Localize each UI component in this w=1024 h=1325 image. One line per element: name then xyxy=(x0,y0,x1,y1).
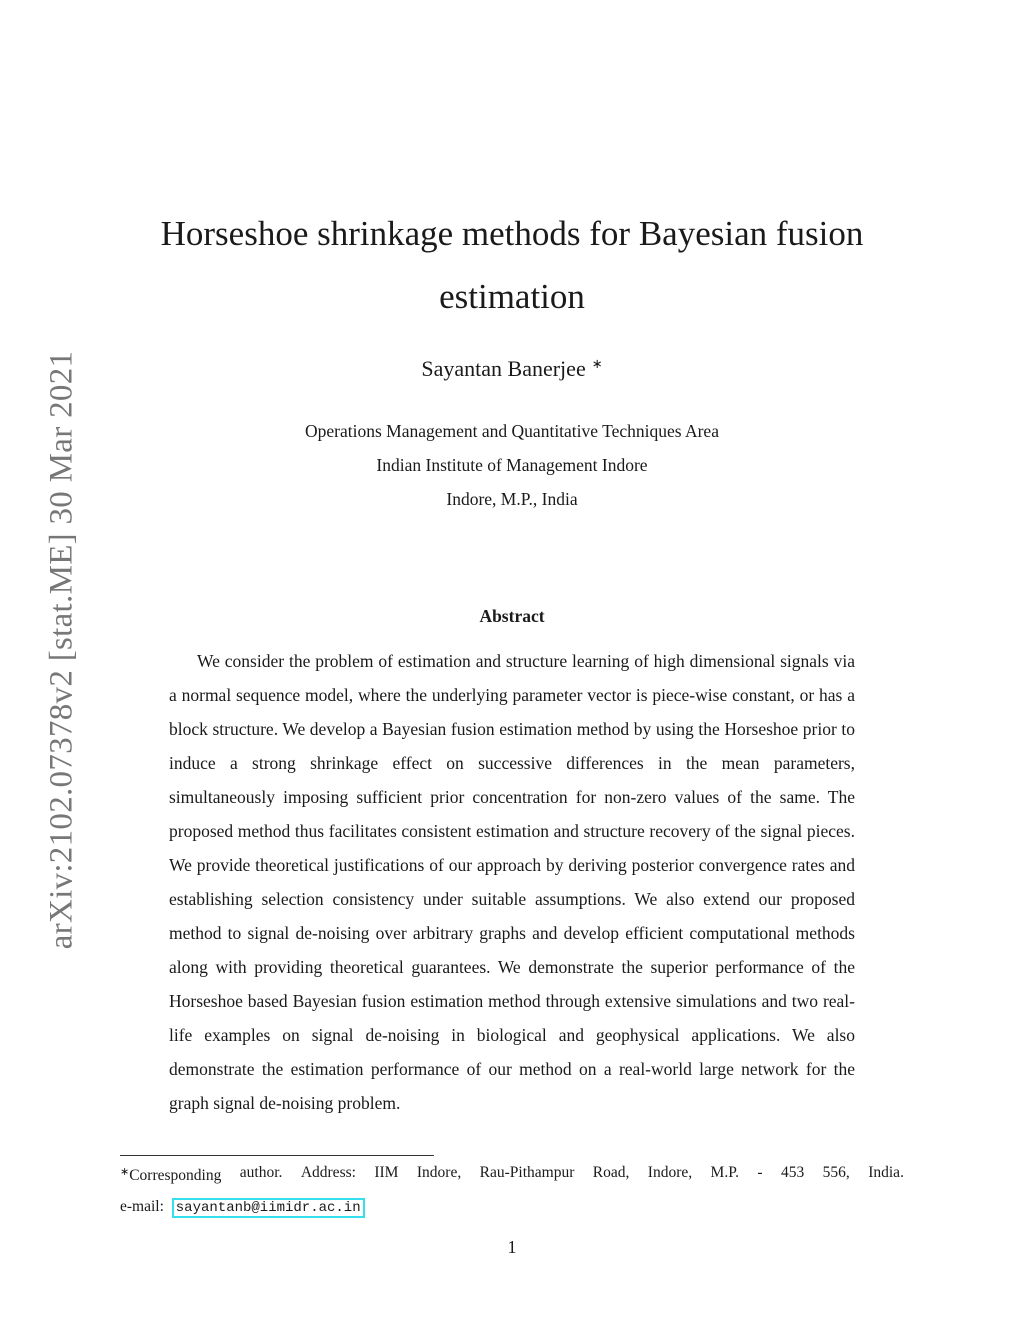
footnote-word: Indore, xyxy=(416,1164,462,1181)
abstract-text: We consider the problem of estimation and structure learning of high dimensional signals via a normal sequence model, where the underlying parameter vector is piece-wise constant, or has a block structure. We develop a Bayesian fusion estimation method by using the Horseshoe prior to induce a strong shrinkage effect on successive differences in the mean parameters, simultaneously imposing sufficient prior concentration for non-zero values of the same. The proposed method thus facilitates consistent estimation and structure recovery of the signal pieces. We provide theoretical justifications of our approach by deriving posterior convergence rates and establishing selection consistency under suitable assumptions. We also extend our proposed method to signal de-noising over arbitrary graphs and develop efficient computational methods along with providing theoretical guarantees. We demonstrate the superior performance of the Horseshoe based Bayesian fusion estimation method through extensive simulations and two real-life examples on signal de-noising in biological and geophysical applications. We also demonstrate the estimation performance of our method on a real-world large network for the graph signal de-noising problem. xyxy=(169,651,855,1113)
author-footnote-mark[interactable]: ∗ xyxy=(591,356,603,371)
footnote-word: - xyxy=(757,1164,763,1181)
email-label: e-mail: xyxy=(120,1198,164,1215)
affiliation-department: Operations Management and Quantitative Techniques Area xyxy=(305,421,719,441)
arxiv-identifier-stamp: arXiv:2102.07378v2 [stat.ME] 30 Mar 2021 xyxy=(43,350,80,950)
affiliation-location: Indore, M.P., India xyxy=(446,489,578,509)
footnote-word: IIM xyxy=(374,1164,399,1181)
footnote-word: Rau-Pithampur xyxy=(479,1164,575,1181)
footnote xyxy=(120,1157,904,1224)
footnote-address-line xyxy=(120,1157,904,1191)
footnote-email-line xyxy=(120,1191,904,1224)
footnote-word: Road, xyxy=(592,1164,630,1181)
footnote-divider xyxy=(120,1155,434,1156)
email-link[interactable]: sayantanb@iimidr.ac.in xyxy=(172,1198,365,1218)
abstract-heading: Abstract xyxy=(479,606,545,626)
author-name: Sayantan Banerjee xyxy=(421,356,586,381)
footnote-word: author. xyxy=(239,1164,283,1181)
footnote-mark: ∗ xyxy=(120,1166,130,1178)
footnote-word: India. xyxy=(868,1164,904,1181)
affiliation-institute: Indian Institute of Management Indore xyxy=(376,455,648,475)
footnote-word: 556, xyxy=(822,1164,850,1181)
page-number: 1 xyxy=(507,1237,517,1257)
footnote-word: Address: xyxy=(300,1164,356,1181)
footnote-word: Corresponding xyxy=(129,1167,222,1184)
footnote-word: M.P. xyxy=(710,1164,739,1181)
affiliation-block xyxy=(150,414,874,516)
author-line xyxy=(150,356,874,382)
footnote-word: 453 xyxy=(781,1164,805,1181)
paper-title: Horseshoe shrinkage methods for Bayesian fusion estimation xyxy=(160,214,864,316)
footnote-word: Indore, xyxy=(647,1164,693,1181)
